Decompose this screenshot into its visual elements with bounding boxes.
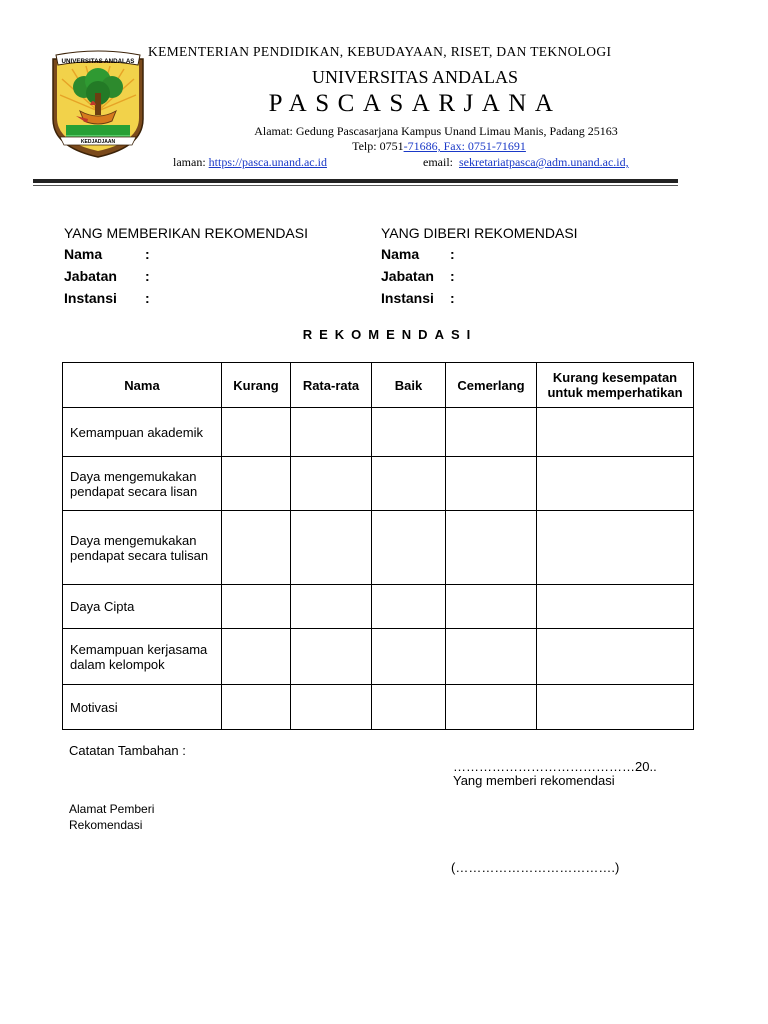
- rating-cell[interactable]: [537, 585, 694, 629]
- table-row: [63, 585, 694, 629]
- rating-cell[interactable]: [222, 408, 291, 457]
- ministry-name: KEMENTERIAN PENDIDIKAN, KEBUDAYAAN, RISET, DAN TEKNOLOGI: [148, 44, 612, 59]
- rating-cell[interactable]: [291, 685, 372, 730]
- table-row: [63, 511, 694, 585]
- rating-cell[interactable]: [222, 511, 291, 585]
- email-link[interactable]: sekretariatpasca@adm.unand.ac.id,: [459, 155, 629, 169]
- rating-cell[interactable]: [222, 629, 291, 685]
- recommender-name-colon: :: [145, 246, 150, 262]
- address-line: Alamat: Gedung Pascasarjana Kampus Unand Limau Manis, Padang 25163: [254, 124, 618, 138]
- criterion-cell: Kemampuan akademik: [63, 408, 222, 457]
- rating-cell[interactable]: [222, 457, 291, 511]
- rating-cell[interactable]: [291, 408, 372, 457]
- table-row: [63, 457, 694, 511]
- recommended-position-label: Jabatan: [381, 268, 434, 284]
- rating-cell[interactable]: [537, 629, 694, 685]
- address-label-line-1: Alamat Pemberi: [69, 802, 155, 816]
- additional-notes-label: Catatan Tambahan :: [69, 743, 186, 758]
- header-cell-nama: Nama: [63, 363, 222, 408]
- logo-banner-text: UNIVERSITAS ANDALAS: [61, 58, 135, 65]
- header-cell-kurang-kesempatan: Kurang kesempatan untuk memperhatikan: [537, 363, 694, 408]
- university-name: UNIVERSITAS ANDALAS: [311, 67, 519, 87]
- criterion-cell: Motivasi: [63, 685, 222, 730]
- rating-cell[interactable]: [372, 629, 446, 685]
- website-label: laman:: [173, 155, 206, 169]
- rating-cell[interactable]: [446, 585, 537, 629]
- recommended-institution-colon: :: [450, 290, 455, 306]
- date-line: ……………………………………20..: [453, 759, 657, 774]
- rating-cell[interactable]: [291, 457, 372, 511]
- table-row: [63, 629, 694, 685]
- website-link[interactable]: https://pasca.unand.ac.id: [208, 155, 327, 169]
- criterion-cell: Kemampuan kerjasama dalam kelompok: [63, 629, 222, 685]
- table-row: [63, 685, 694, 730]
- table-header-row: [63, 363, 694, 408]
- recommender-position-label: Jabatan: [64, 268, 117, 284]
- rating-cell[interactable]: [537, 685, 694, 730]
- signature-line: (……………………………….): [451, 860, 620, 875]
- rating-cell[interactable]: [222, 685, 291, 730]
- header-cell-rata-rata: Rata-rata: [291, 363, 372, 408]
- recommended-name-colon: :: [450, 246, 455, 262]
- rating-cell[interactable]: [446, 685, 537, 730]
- rating-cell[interactable]: [372, 685, 446, 730]
- address-label-line-2: Rekomendasi: [69, 818, 143, 832]
- recommender-name-label: Nama: [64, 246, 103, 262]
- header-rule-thin: [33, 185, 678, 186]
- signer-label: Yang memberi rekomendasi: [453, 773, 615, 788]
- logo-ribbon-text: KEDJADJAAN: [80, 139, 116, 145]
- phone-line: [0, 139, 768, 154]
- rating-cell[interactable]: [372, 408, 446, 457]
- rating-cell[interactable]: [372, 585, 446, 629]
- recommendation-table: [62, 362, 694, 730]
- rating-cell[interactable]: [537, 457, 694, 511]
- recommended-position-colon: :: [450, 268, 455, 284]
- criterion-cell: Daya mengemukakan pendapat secara lisan: [63, 457, 222, 511]
- rating-cell[interactable]: [291, 511, 372, 585]
- rating-cell[interactable]: [446, 511, 537, 585]
- header-cell-kurang: Kurang: [222, 363, 291, 408]
- recommended-name-label: Nama: [381, 246, 420, 262]
- rating-cell[interactable]: [446, 457, 537, 511]
- rating-cell[interactable]: [537, 511, 694, 585]
- recommender-position-colon: :: [145, 268, 150, 284]
- website-line: [173, 155, 327, 170]
- rating-cell[interactable]: [222, 585, 291, 629]
- header-cell-baik: Baik: [372, 363, 446, 408]
- email-line: [423, 155, 629, 170]
- rating-cell[interactable]: [446, 408, 537, 457]
- rating-cell[interactable]: [372, 457, 446, 511]
- rating-cell[interactable]: [291, 585, 372, 629]
- recommended-institution-label: Instansi: [381, 290, 434, 306]
- phone-prefix: Telp: 0751: [352, 139, 404, 153]
- recommender-institution-label: Instansi: [64, 290, 117, 306]
- rating-cell[interactable]: [372, 511, 446, 585]
- criterion-cell: Daya Cipta: [63, 585, 222, 629]
- faculty-name: PASCASARJANA: [268, 90, 562, 117]
- rating-cell[interactable]: [446, 629, 537, 685]
- table-row: [63, 408, 694, 457]
- header-rule-thick: [33, 179, 678, 183]
- header-cell-cemerlang: Cemerlang: [446, 363, 537, 408]
- rating-cell[interactable]: [291, 629, 372, 685]
- recommender-institution-colon: :: [145, 290, 150, 306]
- section-title: REKOMENDASI: [302, 327, 478, 342]
- criterion-cell: Daya mengemukakan pendapat secara tulisan: [63, 511, 222, 585]
- recommender-title: YANG MEMBERIKAN REKOMENDASI: [64, 225, 309, 241]
- rating-cell[interactable]: [537, 408, 694, 457]
- phone-fax-link[interactable]: -71686, Fax: 0751-71691: [403, 139, 526, 153]
- email-label: email:: [423, 155, 453, 169]
- recommended-title: YANG DIBERI REKOMENDASI: [381, 225, 578, 241]
